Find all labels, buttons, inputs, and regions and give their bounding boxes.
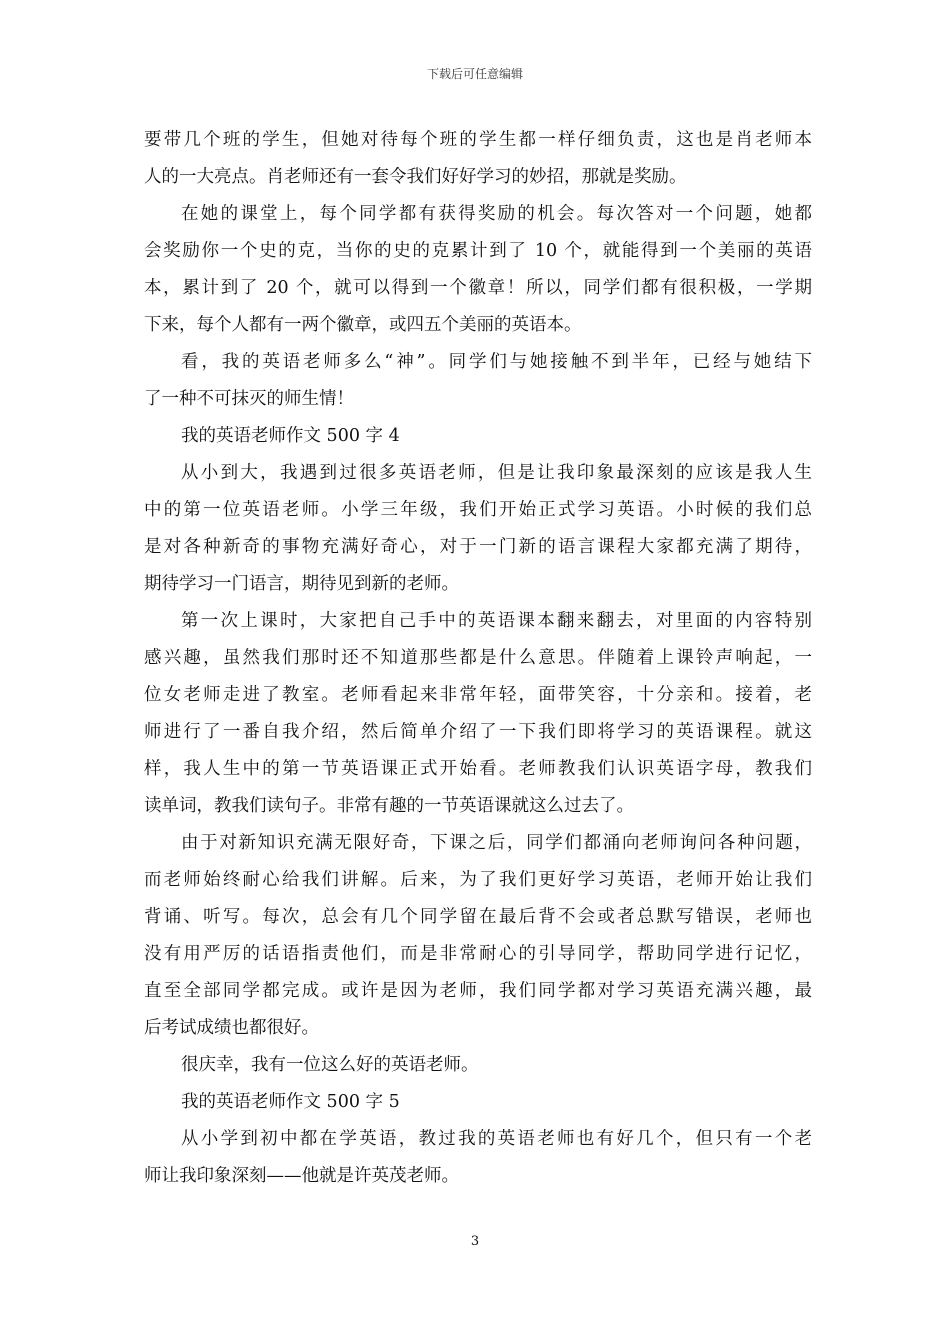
text-line: 师进行了一番自我介绍，然后简单介绍了一下我们即将学习的英语课程。就这 [144,722,812,742]
text-line: 感兴趣，虽然我们那时还不知道那些都是什么意思。伴随着上课铃声响起，一 [144,648,812,668]
text-line: 由于对新知识充满无限好奇，下课之后，同学们都涌向老师询问各种问题， [181,833,812,853]
text-line: 样，我人生中的第一节英语课正式开始看。老师教我们认识英语字母，教我们 [144,759,812,779]
text-line: 我的英语老师作文 500 字 4 [181,426,400,446]
text-line: 看，我的英语老师多么“神”。同学们与她接触不到半年，已经与她结下 [181,352,812,372]
text-line: 要带几个班的学生，但她对待每个班的学生都一样仔细负责，这也是肖老师本 [144,130,812,150]
text-line: 而老师始终耐心给我们讲解。后来，为了我们更好学习英语，老师开始让我们 [144,870,812,890]
text-line: 了一种不可抹灭的师生情！ [144,389,354,409]
text-line: 第一次上课时，大家把自己手中的英语课本翻来翻去，对里面的内容特别 [181,611,812,631]
text-line: 直至全部同学都完成。或许是因为老师，我们同学都对学习英语充满兴趣，最 [144,981,812,1001]
text-line: 很庆幸，我有一位这么好的英语老师。 [181,1055,479,1075]
text-line: 本，累计到了 20 个，就可以得到一个徽章！所以，同学们都有很积极，一学期 [144,278,812,298]
text-line: 在她的课堂上，每个同学都有获得奖励的机会。每次答对一个问题，她都 [181,204,812,224]
text-line: 我的英语老师作文 500 字 5 [181,1092,400,1112]
text-line: 背诵、听写。每次，总会有几个同学留在最后背不会或者总默写错误，老师也 [144,907,812,927]
text-line: 期待学习一门语言，期待见到新的老师。 [144,574,459,594]
text-line: 从小到大，我遇到过很多英语老师，但是让我印象最深刻的应该是我人生 [181,463,812,483]
text-line: 中的第一位英语老师。小学三年级，我们开始正式学习英语。小时候的我们总 [144,500,812,520]
page-number: 3 [470,1234,480,1249]
text-line: 位女老师走进了教室。老师看起来非常年轻，面带笑容，十分亲和。接着，老 [144,685,812,705]
text-line: 没有用严厉的话语指责他们，而是非常耐心的引导同学，帮助同学进行记忆， [144,944,812,964]
text-line: 读单词，教我们读句子。非常有趣的一节英语课就这么过去了。 [144,796,634,816]
text-line: 会奖励你一个史的克，当你的史的克累计到了 10 个，就能得到一个美丽的英语 [144,241,812,261]
text-line: 人的一大亮点。肖老师还有一套令我们好好学习的妙招，那就是奖励。 [144,167,687,187]
document-body [144,122,812,1195]
text-line: 是对各种新奇的事物充满好奇心，对于一门新的语言课程大家都充满了期待， [144,537,812,557]
text-line: 后考试成绩也都很好。 [144,1018,319,1038]
text-line: 下来，每个人都有一两个徽章，或四五个美丽的英语本。 [144,315,582,335]
text-line: 从小学到初中都在学英语，教过我的英语老师也有好几个，但只有一个老 [181,1129,812,1149]
text-line: 师让我印象深刻——他就是许英茂老师。 [144,1166,459,1186]
page-header: 下载后可任意编辑 [426,67,523,81]
